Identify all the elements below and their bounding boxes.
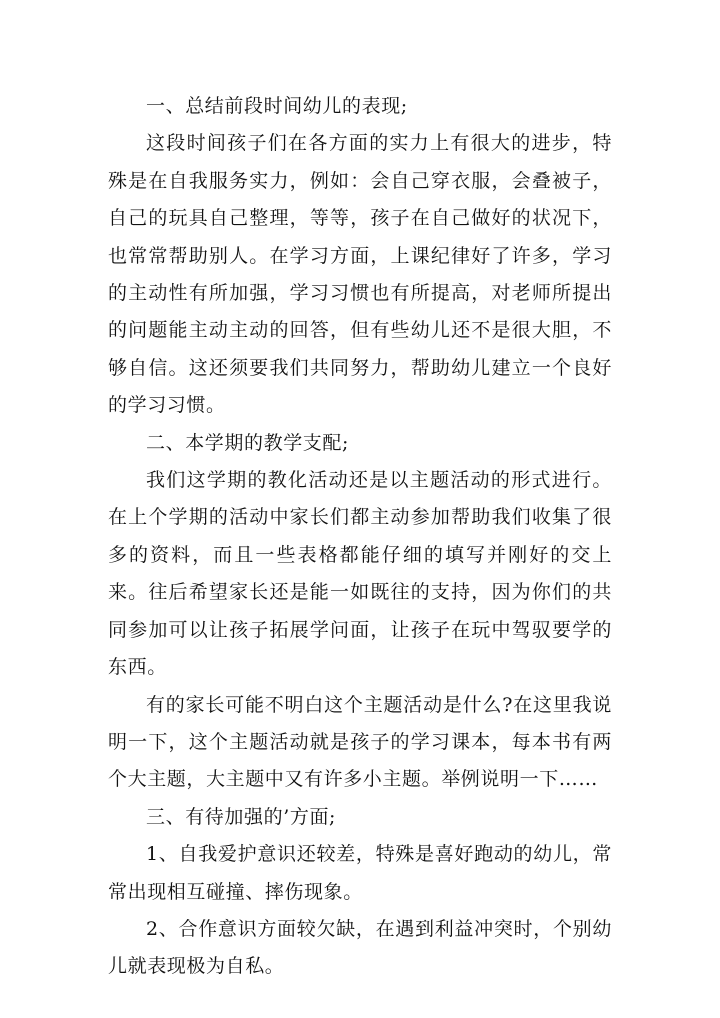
section-2-heading: 二、本学期的教学支配; [146, 431, 350, 454]
document-body [108, 88, 612, 986]
section-3-item-1: 1、自我爱护意识还较差，特殊是喜好跑动的幼儿，常常出现相互碰撞、摔伤现象。 [108, 843, 612, 903]
section-3-item-2: 2、合作意识方面较欠缺，在遇到利益冲突时，个别幼儿就表现极为自私。 [108, 917, 612, 978]
section-2-paragraph-2: 有的家长可能不明白这个主题活动是什么?在这里我说明一下，这个主题活动就是孩子的学习课本，每本书有两个大主题，大主题中又有许多小主题。举例说明一下…… [108, 693, 612, 791]
section-1-heading: 一、总结前段时间幼儿的表现; [146, 95, 408, 117]
section-1-paragraph: 这段时间孩子们在各方面的实力上有很大的进步，特殊是在自我服务实力，例如：会自己穿衣服，会叠被子，自己的玩具自己整理，等等，孩子在自己做好的状况下，也常常帮助别人。在学习方面，上课纪律好了许多，学习的主动性有所加强，学习习惯也有所提高，对老师所提出的问题能主动主动的回答，但有些幼儿还不是很大胆，不够自信。这还须要我们共同努力，帮助幼儿建立一个良好的学习习惯。 [108, 132, 612, 417]
section-3-heading: 三、有待加强的’方面; [146, 805, 337, 828]
section-2-paragraph-1: 我们这学期的教化活动还是以主题活动的形式进行。在上个学期的活动中家长们都主动参加帮助我们收集了很多的资料，而且一些表格都能仔细的填写并刚好的交上来。往后希望家长还是能一如既往的支持，因为你们的共同参加可以让孩子拓展学问面，让孩子在玩中驾驭要学的东西。 [108, 469, 612, 679]
